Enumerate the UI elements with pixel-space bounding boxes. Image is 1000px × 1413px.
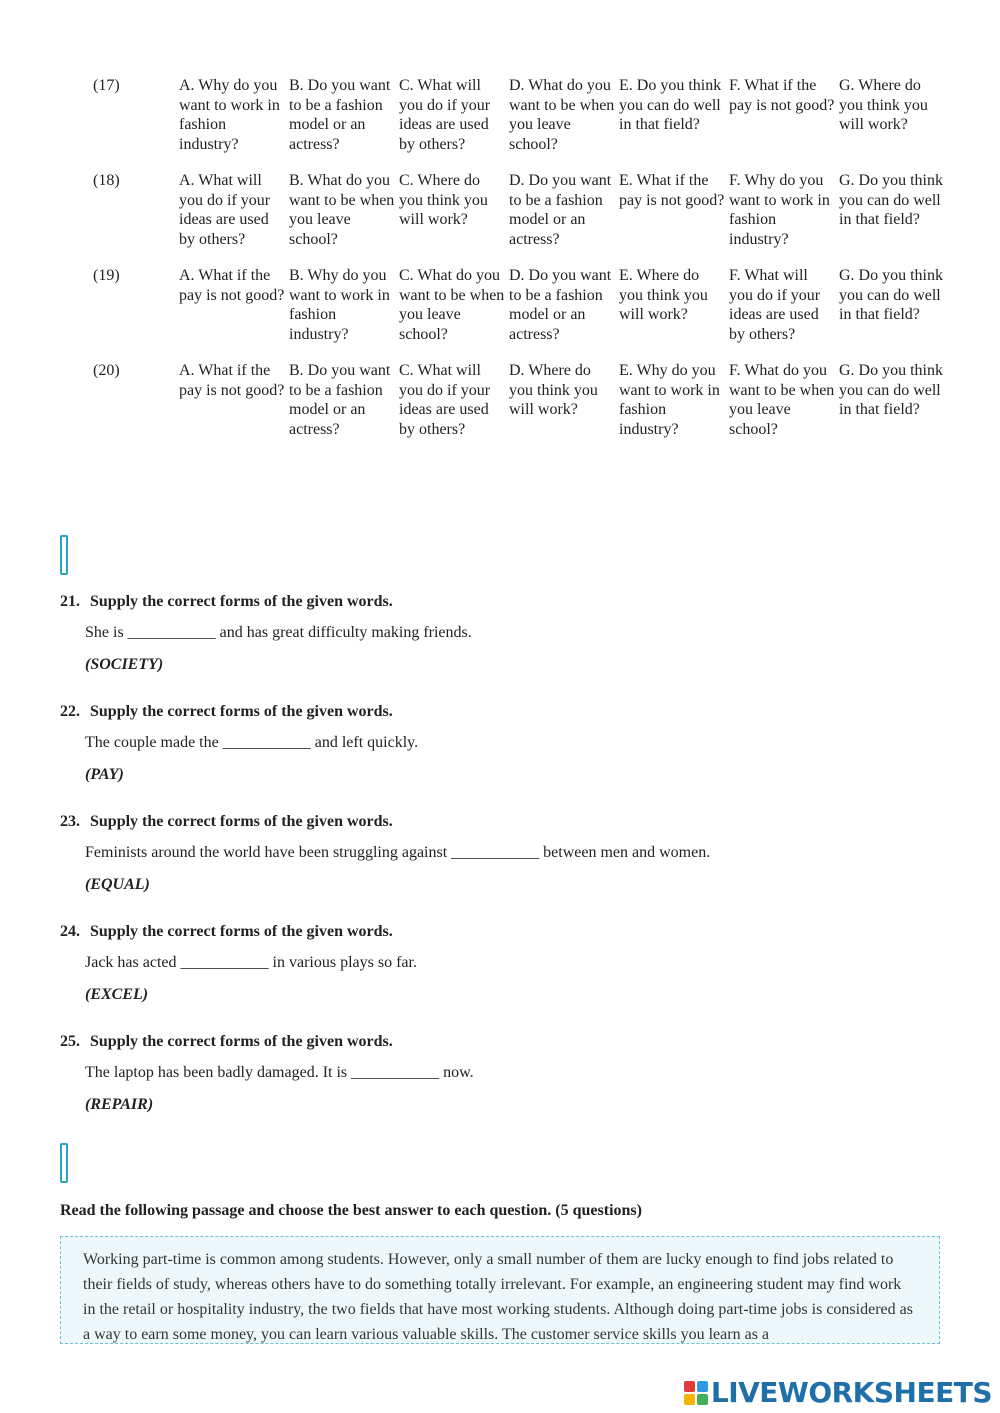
logo-square [684,1381,695,1392]
fill-blank[interactable]: ___________ [222,734,311,751]
exercise-24 [60,922,940,1005]
exercise-number: 21. [60,593,80,610]
exercise-number: 24. [60,923,80,940]
logo-square [697,1381,708,1392]
option-b: B. What do you want to be when you leave school? [289,172,395,248]
option-d: D. Do you want to be a fashion model or an actress? [509,267,612,343]
option-c: C. Where do you think you will work? [399,172,488,228]
fill-blank[interactable]: ___________ [127,624,216,641]
word-hint: (REPAIR) [85,1096,154,1113]
question-number: (19) [93,267,120,284]
exercise-25 [60,1032,940,1115]
word-hint: (EQUAL) [85,876,150,893]
exercise-21 [60,592,940,675]
logo-text: LIVEWORKSHEETS [710,1376,992,1409]
option-e: E. Why do you want to work in fashion industry? [619,362,720,438]
question-row-18 [93,171,943,249]
answer-input-box[interactable] [60,535,68,575]
question-table [93,76,943,456]
exercise-instruction: Supply the correct forms of the given words. [90,703,393,720]
option-g: G. Where do you think you will work? [839,77,928,133]
option-f: F. Why do you want to work in fashion industry? [729,172,830,248]
exercise-sentence: Jack has acted ___________ in various plays so far. [85,954,417,971]
exercise-number: 25. [60,1033,80,1050]
option-c: C. What will you do if your ideas are used by others? [399,362,491,438]
exercise-number: 22. [60,703,80,720]
option-c: C. What do you want to be when you leave school? [399,267,505,343]
option-c: C. What will you do if your ideas are used by others? [399,77,491,153]
answer-input-box[interactable] [60,1143,68,1183]
logo-square [684,1394,695,1405]
option-b: B. Do you want to be a fashion model or an actress? [289,77,391,153]
exercise-instruction: Supply the correct forms of the given words. [90,813,393,830]
question-row-20 [93,361,943,439]
question-row-19 [93,266,943,344]
option-a: A. What if the pay is not good? [179,267,285,304]
exercise-sentence: She is ___________ and has great difficulty making friends. [85,624,472,641]
option-e: E. Where do you think you will work? [619,267,708,323]
option-g: G. Do you think you can do well in that field? [839,267,943,323]
exercise-instruction: Supply the correct forms of the given words. [90,1033,393,1050]
fill-blank[interactable]: ___________ [351,1064,440,1081]
option-a: A. What will you do if your ideas are used by others? [179,172,271,248]
exercise-instruction: Supply the correct forms of the given words. [90,923,393,940]
option-d: D. Where do you think you will work? [509,362,598,418]
exercise-sentence: Feminists around the world have been struggling against ___________ between men and women. [85,844,711,861]
option-d: D. Do you want to be a fashion model or an actress? [509,172,612,248]
fill-blank[interactable]: ___________ [451,844,540,861]
word-hint: (SOCIETY) [85,656,164,673]
logo-mark-icon [684,1381,708,1405]
option-g: G. Do you think you can do well in that field? [839,362,943,418]
passage-heading: Read the following passage and choose the best answer to each question. (5 questions) [60,1202,642,1219]
option-g: G. Do you think you can do well in that field? [839,172,943,228]
exercise-sentence: The couple made the ___________ and left quickly. [85,734,419,751]
reading-passage: Working part-time is common among students. However, only a small number of them are lucky enough to find jobs related to their fields of study, whereas others have to do something totally irrelevant. For example, an engineering student may find work in the retail or hospitality industry, the two fields that have most working students. Although doing part-time jobs is considered as a way to earn some money, you can learn various valuable skills. The customer service skills you learn as a [60,1236,940,1344]
question-number: (17) [93,77,120,94]
option-e: E. What if the pay is not good? [619,172,725,209]
fill-blank[interactable]: ___________ [180,954,269,971]
question-number: (18) [93,172,120,189]
option-a: A. What if the pay is not good? [179,362,285,399]
option-b: B. Why do you want to work in fashion industry? [289,267,390,343]
option-f: F. What will you do if your ideas are used by others? [729,267,821,343]
option-f: F. What if the pay is not good? [729,77,835,114]
option-d: D. What do you want to be when you leave school? [509,77,615,153]
word-hint: (EXCEL) [85,986,149,1003]
exercise-instruction: Supply the correct forms of the given words. [90,593,393,610]
option-b: B. Do you want to be a fashion model or an actress? [289,362,391,438]
logo-square [697,1394,708,1405]
exercise-sentence: The laptop has been badly damaged. It is ___________ now. [85,1064,474,1081]
option-a: A. Why do you want to work in fashion industry? [179,77,280,153]
word-hint: (PAY) [85,766,124,783]
exercise-number: 23. [60,813,80,830]
option-e: E. Do you think you can do well in that field? [619,77,722,133]
question-row-17 [93,76,943,154]
option-f: F. What do you want to be when you leave school? [729,362,835,438]
liveworksheets-logo [684,1376,992,1409]
exercise-23 [60,812,940,895]
question-number: (20) [93,362,120,379]
exercise-22 [60,702,940,785]
